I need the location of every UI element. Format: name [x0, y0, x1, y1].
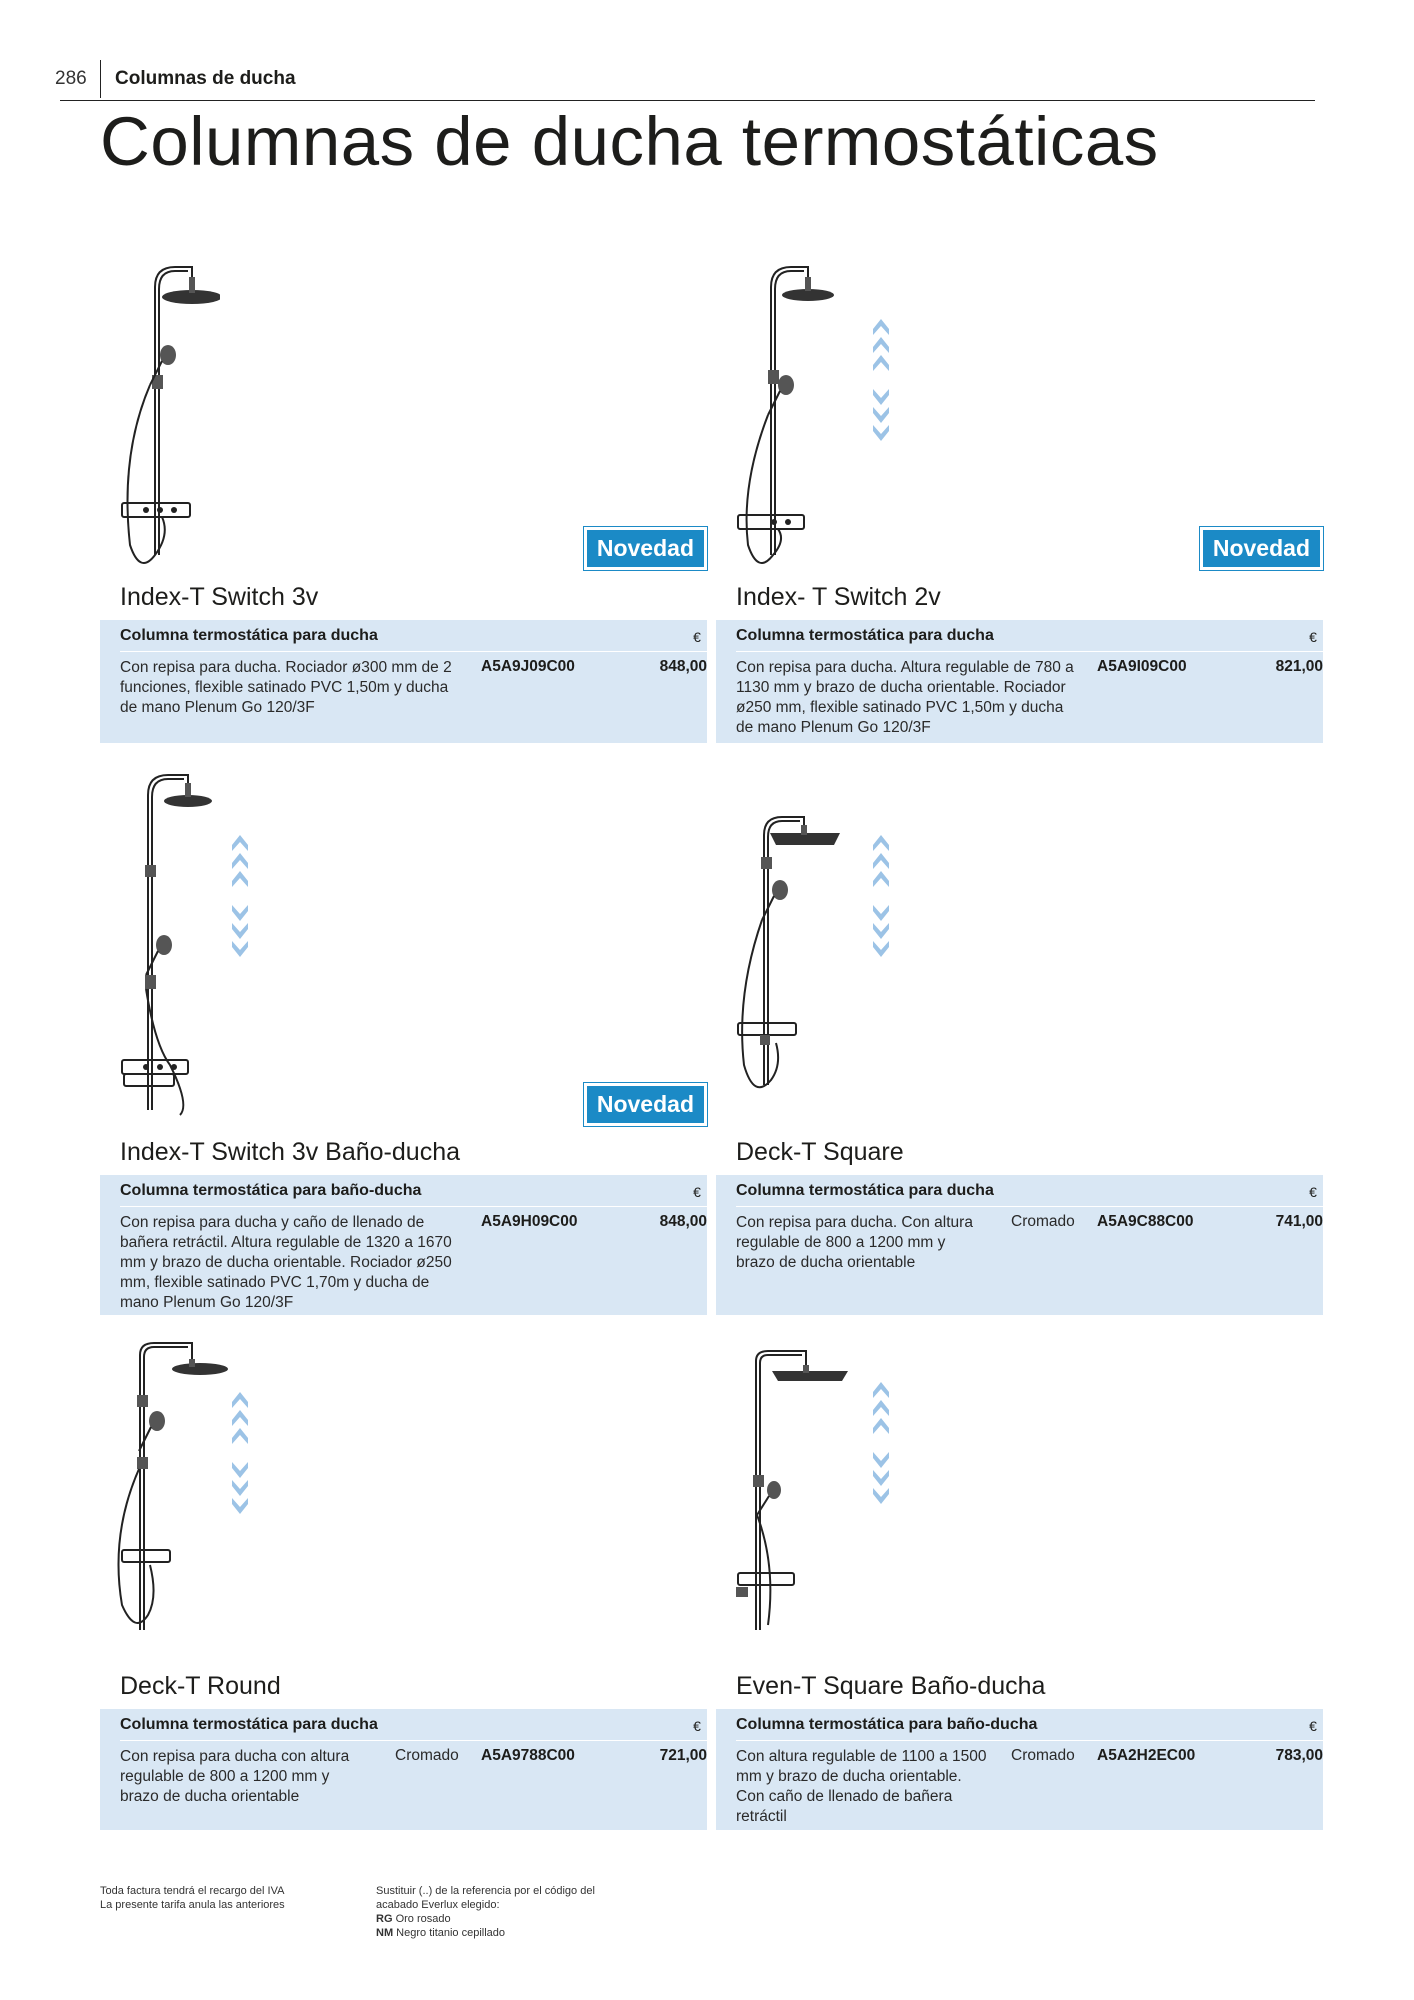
product-image: [100, 255, 707, 575]
product-reference: A5A9J09C00: [481, 658, 575, 675]
footer-notes-right: [376, 1884, 595, 1940]
price-table: [716, 1709, 1323, 1830]
product-reference: A5A9788C00: [481, 1747, 575, 1764]
product-name: Index- T Switch 2v: [736, 583, 941, 611]
new-badge: Novedad: [584, 527, 707, 570]
product-image: [100, 765, 707, 1123]
product-card: [716, 255, 1323, 743]
height-adjust-arrows-icon: [230, 833, 250, 963]
product-name: Deck-T Round: [120, 1672, 281, 1700]
table-header: Columna termostática para ducha: [736, 1182, 994, 1199]
product-finish: Cromado: [1011, 1213, 1075, 1230]
product-price: 783,00: [1275, 1747, 1323, 1764]
shower-column-icon: [716, 765, 866, 1123]
finish-label: Negro titanio cepillado: [396, 1927, 506, 1939]
table-header: Columna termostática para baño-ducha: [120, 1182, 422, 1199]
product-price: 721,00: [659, 1747, 707, 1764]
product-image: [716, 765, 1323, 1123]
table-header: Columna termostática para ducha: [120, 627, 378, 644]
product-description: Con repisa para ducha con altura regulable de 800 a 1200 mm y brazo de ducha orientable: [120, 1748, 350, 1805]
footer-tariff-note: La presente tarifa anula las anteriores: [100, 1899, 285, 1911]
product-finish: Cromado: [395, 1747, 459, 1764]
shower-column-icon: [100, 1335, 250, 1655]
price-table: [716, 620, 1323, 743]
product-reference: A5A9I09C00: [1097, 658, 1187, 675]
footer-substitute-note: Sustituir (..) de la referencia por el código del: [376, 1885, 595, 1897]
footer-substitute-note-2: acabado Everlux elegido:: [376, 1899, 500, 1911]
product-card: [716, 765, 1323, 1315]
shower-column-icon: [716, 255, 836, 575]
product-finish: Cromado: [1011, 1747, 1075, 1764]
finish-code-rg: [376, 1912, 595, 1926]
product-card: [100, 1335, 707, 1830]
header-divider: [100, 60, 101, 98]
price-table: [100, 620, 707, 743]
footer-notes-left: [100, 1884, 285, 1912]
shower-column-icon: [716, 1335, 866, 1655]
product-description: Con repisa para ducha y caño de llenado de bañera retráctil. Altura regulable de 1320 a 1670 mm y brazo de ducha orientable. Rociador ø250 mm, flexible satinado PVC 1,70m y ducha de mano Plenum Go 120/3F: [120, 1214, 452, 1311]
table-rule: [120, 1740, 707, 1741]
table-rule: [736, 1740, 1323, 1741]
product-card: [716, 1335, 1323, 1830]
product-price: 848,00: [659, 1213, 707, 1230]
shower-column-icon: [100, 765, 220, 1123]
currency-label: €: [1309, 1718, 1317, 1734]
height-adjust-arrows-icon: [871, 833, 891, 963]
product-name: Index-T Switch 3v Baño-ducha: [120, 1138, 461, 1166]
table-rule: [736, 651, 1323, 652]
new-badge: Novedad: [584, 1083, 707, 1126]
product-image: [100, 1335, 707, 1655]
footer-vat-note: Toda factura tendrá el recargo del IVA: [100, 1885, 285, 1897]
product-image: [716, 255, 1323, 575]
new-badge: Novedad: [1200, 527, 1323, 570]
product-description: Con repisa para ducha. Altura regulable de 780 a 1130 mm y brazo de ducha orientable. Rociador ø250 mm, flexible satinado PVC 1,50m y ducha de mano Plenum Go 120/3F: [736, 659, 1074, 736]
currency-label: €: [693, 1718, 701, 1734]
product-card: [100, 765, 707, 1315]
finish-code: RG: [376, 1913, 393, 1925]
page-number: 286: [55, 68, 87, 89]
height-adjust-arrows-icon: [871, 1380, 891, 1510]
product-name: Deck-T Square: [736, 1138, 904, 1166]
currency-label: €: [1309, 1184, 1317, 1200]
product-price: 848,00: [659, 658, 707, 675]
table-header: Columna termostática para ducha: [120, 1716, 378, 1733]
product-description: Con repisa para ducha. Rociador ø300 mm de 2 funciones, flexible satinado PVC 1,50m y ducha de mano Plenum Go 120/3F: [120, 659, 452, 716]
product-name: Even-T Square Baño-ducha: [736, 1672, 1046, 1700]
product-reference: A5A2H2EC00: [1097, 1747, 1196, 1764]
product-reference: A5A9C88C00: [1097, 1213, 1194, 1230]
price-table: [100, 1709, 707, 1830]
product-price: 821,00: [1275, 658, 1323, 675]
product-image: [716, 1335, 1323, 1655]
product-reference: A5A9H09C00: [481, 1213, 578, 1230]
section-title: Columnas de ducha: [115, 68, 296, 89]
height-adjust-arrows-icon: [230, 1390, 250, 1520]
currency-label: €: [693, 629, 701, 645]
currency-label: €: [1309, 629, 1317, 645]
product-price: 741,00: [1275, 1213, 1323, 1230]
table-rule: [120, 1206, 707, 1207]
price-table: [100, 1175, 707, 1315]
table-header: Columna termostática para baño-ducha: [736, 1716, 1038, 1733]
product-card: [100, 255, 707, 743]
product-description: Con altura regulable de 1100 a 1500 mm y brazo de ducha orientable. Con caño de llenado de bañera retráctil: [736, 1748, 987, 1825]
price-table: [716, 1175, 1323, 1315]
finish-code: NM: [376, 1927, 394, 1939]
currency-label: €: [693, 1184, 701, 1200]
height-adjust-arrows-icon: [871, 317, 891, 447]
table-header: Columna termostática para ducha: [736, 627, 994, 644]
table-rule: [736, 1206, 1323, 1207]
table-rule: [120, 651, 707, 652]
finish-label: Oro rosado: [395, 1913, 451, 1925]
finish-code-nm: [376, 1926, 595, 1940]
page-title: Columnas de ducha termostáticas: [100, 103, 1159, 180]
shower-column-icon: [100, 255, 220, 575]
header-rule: [60, 100, 1315, 101]
product-name: Index-T Switch 3v: [120, 583, 319, 611]
product-description: Con repisa para ducha. Con altura regulable de 800 a 1200 mm y brazo de ducha orientable: [736, 1214, 973, 1271]
